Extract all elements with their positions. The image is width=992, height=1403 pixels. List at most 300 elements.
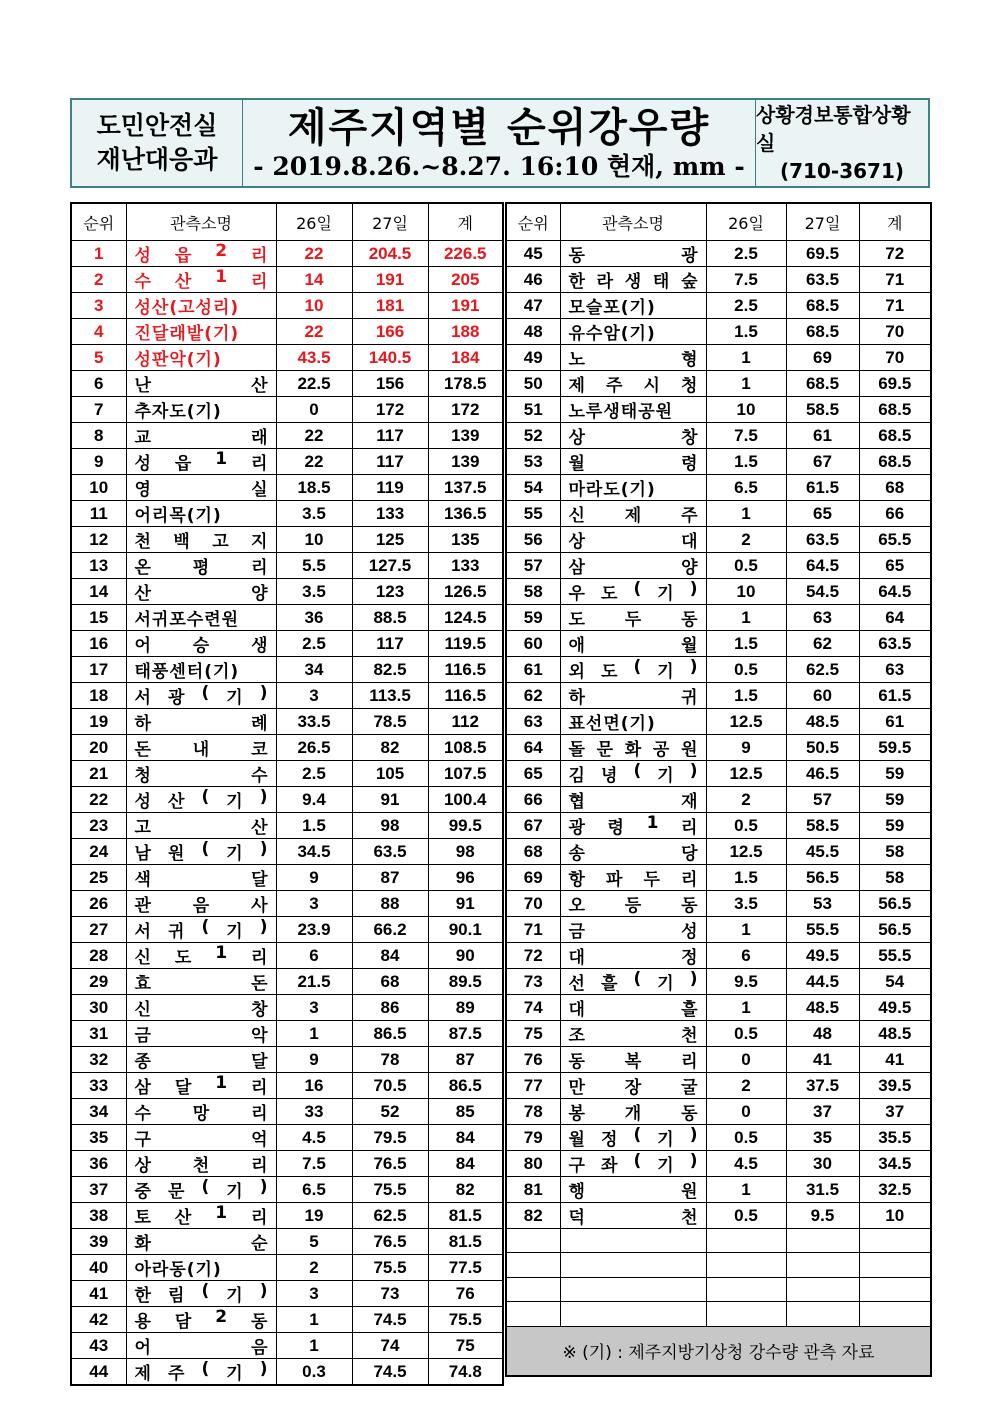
- total-cell: 99.5: [428, 813, 503, 839]
- right-day26-header: 26일: [706, 203, 786, 241]
- rank-cell: 79: [506, 1125, 560, 1151]
- day26-cell: 1: [706, 371, 786, 397]
- table-row: [71, 1359, 503, 1386]
- rank-cell: 61: [506, 657, 560, 683]
- day27-cell: 55.5: [786, 917, 859, 943]
- station-name: 아라동(기): [134, 1260, 222, 1280]
- empty-cell: [859, 1302, 931, 1326]
- rank-cell: 47: [506, 293, 560, 319]
- day26-cell: 1: [276, 1021, 352, 1047]
- station-name-cell: [126, 631, 276, 657]
- station-name: 제 주 ( 기 ): [134, 1359, 268, 1384]
- day27-cell: 86: [352, 995, 428, 1021]
- day27-cell: 37.5: [786, 1073, 859, 1099]
- station-name: 월 령: [568, 454, 698, 474]
- table-row: [506, 1151, 931, 1177]
- page-subtitle: - 2019.8.26.~8.27. 16:10 현재, mm -: [253, 152, 745, 181]
- day26-cell: 2.5: [276, 761, 352, 787]
- total-cell: 191: [428, 293, 503, 319]
- station-name: 색 달: [134, 870, 268, 890]
- station-name: 김 녕 ( 기 ): [568, 761, 698, 786]
- table-row: [71, 1203, 503, 1229]
- station-name: 동 복 리: [568, 1052, 698, 1072]
- table-row: [71, 1229, 503, 1255]
- total-cell: 100.4: [428, 787, 503, 813]
- total-cell: 126.5: [428, 579, 503, 605]
- day27-cell: 9.5: [786, 1203, 859, 1229]
- station-name: 교 래: [134, 428, 268, 448]
- day26-cell: 2: [706, 527, 786, 553]
- rank-cell: 37: [71, 1177, 126, 1203]
- station-name: 천 백 고 지: [134, 532, 268, 552]
- table-row: [71, 267, 503, 293]
- day26-cell: 9: [276, 865, 352, 891]
- station-name-cell: [126, 1099, 276, 1125]
- left-rank-header: 순위: [71, 203, 126, 241]
- rank-cell: 19: [71, 709, 126, 735]
- day26-cell: 9: [276, 1047, 352, 1073]
- station-name-cell: [126, 423, 276, 449]
- station-name-cell: [126, 501, 276, 527]
- station-name-cell: [560, 241, 706, 267]
- station-name: 표선면(기): [568, 714, 656, 734]
- rank-cell: 9: [71, 449, 126, 475]
- table-row: [71, 1151, 503, 1177]
- table-row: [71, 241, 503, 267]
- rank-cell: 69: [506, 865, 560, 891]
- day26-cell: 0.5: [706, 657, 786, 683]
- day26-cell: 7.5: [276, 1151, 352, 1177]
- station-name-cell: [126, 1125, 276, 1151]
- total-cell: 133: [428, 553, 503, 579]
- table-row: [506, 839, 931, 865]
- rank-cell: 67: [506, 813, 560, 839]
- table-row: [506, 449, 931, 475]
- table-row: [506, 293, 931, 319]
- day26-cell: 7.5: [706, 267, 786, 293]
- day27-cell: 69.5: [786, 241, 859, 267]
- day26-cell: 2: [706, 1073, 786, 1099]
- table-row: [506, 917, 931, 943]
- table-row: [71, 891, 503, 917]
- total-cell: 37: [859, 1099, 931, 1125]
- total-cell: 90.1: [428, 917, 503, 943]
- station-name-cell: [560, 397, 706, 423]
- total-cell: 68.5: [859, 397, 931, 423]
- station-name: 진달래밭(기): [134, 324, 240, 344]
- station-name-cell: [126, 1307, 276, 1333]
- day26-cell: 1: [706, 917, 786, 943]
- station-name: 애 월: [568, 636, 698, 656]
- day27-cell: 76.5: [352, 1151, 428, 1177]
- station-name-cell: [560, 423, 706, 449]
- table-row: [71, 761, 503, 787]
- station-name-cell: [560, 293, 706, 319]
- total-cell: 77.5: [428, 1255, 503, 1281]
- table-row: [71, 1021, 503, 1047]
- rank-cell: 66: [506, 787, 560, 813]
- station-name: 돈 내 코: [134, 740, 268, 760]
- empty-cell: [859, 1253, 931, 1277]
- empty-cell: [786, 1229, 859, 1253]
- day27-cell: 117: [352, 423, 428, 449]
- total-cell: 172: [428, 397, 503, 423]
- station-name: 수 망 리: [134, 1104, 268, 1124]
- day26-cell: 0: [276, 397, 352, 423]
- day26-cell: 1: [706, 605, 786, 631]
- total-cell: 35.5: [859, 1125, 931, 1151]
- table-row: [71, 631, 503, 657]
- total-cell: 137.5: [428, 475, 503, 501]
- day27-cell: 44.5: [786, 969, 859, 995]
- total-cell: 89: [428, 995, 503, 1021]
- station-name: 성판악(기): [134, 350, 222, 370]
- total-cell: 68.5: [859, 423, 931, 449]
- day26-cell: 1.5: [706, 449, 786, 475]
- total-cell: 72: [859, 241, 931, 267]
- station-name: 삼 양: [568, 558, 698, 578]
- day27-cell: 65: [786, 501, 859, 527]
- table-header-row: [506, 203, 931, 241]
- station-name-cell: [126, 1177, 276, 1203]
- day27-cell: 63.5: [786, 267, 859, 293]
- station-name-cell: [560, 787, 706, 813]
- table-row: [506, 371, 931, 397]
- table-header-row: [71, 203, 503, 241]
- station-name: 추자도(기): [134, 402, 222, 422]
- table-row: [506, 579, 931, 605]
- table-row: [71, 527, 503, 553]
- station-name-cell: [560, 1177, 706, 1203]
- day26-cell: 9: [706, 735, 786, 761]
- station-name: 신 창: [134, 1000, 268, 1020]
- table-row: [71, 319, 503, 345]
- empty-cell: [859, 1229, 931, 1253]
- station-name-cell: [560, 735, 706, 761]
- day27-cell: 127.5: [352, 553, 428, 579]
- rank-cell: 50: [506, 371, 560, 397]
- total-cell: 74.8: [428, 1359, 503, 1386]
- day26-cell: 22: [276, 423, 352, 449]
- station-name-cell: [126, 475, 276, 501]
- station-name: 어 승 생: [134, 636, 268, 656]
- table-row: [506, 891, 931, 917]
- station-name: 효 돈: [134, 974, 268, 994]
- station-name-cell: [560, 995, 706, 1021]
- day27-cell: 88.5: [352, 605, 428, 631]
- left-day26-header: 26일: [276, 203, 352, 241]
- rank-cell: 46: [506, 267, 560, 293]
- rank-cell: 15: [71, 605, 126, 631]
- day26-cell: 7.5: [706, 423, 786, 449]
- rank-cell: 20: [71, 735, 126, 761]
- total-cell: 71: [859, 267, 931, 293]
- table-row: [71, 1125, 503, 1151]
- station-name-cell: [126, 527, 276, 553]
- station-name-cell: [126, 319, 276, 345]
- rank-cell: 30: [71, 995, 126, 1021]
- day27-cell: 75.5: [352, 1177, 428, 1203]
- station-name: 화 순: [134, 1234, 268, 1254]
- note-row: [506, 1326, 931, 1376]
- station-name: 유수암(기): [568, 324, 656, 344]
- day27-cell: 31.5: [786, 1177, 859, 1203]
- station-name-cell: [560, 865, 706, 891]
- station-name-cell: [126, 969, 276, 995]
- station-name-cell: [560, 501, 706, 527]
- rank-cell: 3: [71, 293, 126, 319]
- rank-cell: 41: [71, 1281, 126, 1307]
- station-name-cell: [560, 267, 706, 293]
- day27-cell: 58.5: [786, 397, 859, 423]
- total-cell: 56.5: [859, 891, 931, 917]
- total-cell: 108.5: [428, 735, 503, 761]
- station-name-cell: [126, 787, 276, 813]
- station-name: 상 창: [568, 428, 698, 448]
- table-row: [506, 1125, 931, 1151]
- station-name-cell: [126, 397, 276, 423]
- total-cell: 112: [428, 709, 503, 735]
- day27-cell: 68.5: [786, 371, 859, 397]
- day27-cell: 78: [352, 1047, 428, 1073]
- station-name: 봉 개 동: [568, 1104, 698, 1124]
- day26-cell: 2.5: [276, 631, 352, 657]
- station-name-cell: [126, 579, 276, 605]
- day27-cell: 68.5: [786, 319, 859, 345]
- day26-cell: 43.5: [276, 345, 352, 371]
- legend-note: ※ (기) : 제주지방기상청 강수량 관측 자료: [506, 1326, 931, 1376]
- total-cell: 119.5: [428, 631, 503, 657]
- empty-cell: [786, 1277, 859, 1301]
- total-cell: 135: [428, 527, 503, 553]
- day27-cell: 66.2: [352, 917, 428, 943]
- station-name-cell: [560, 1099, 706, 1125]
- day26-cell: 18.5: [276, 475, 352, 501]
- total-cell: 64: [859, 605, 931, 631]
- station-name-cell: [126, 657, 276, 683]
- rank-cell: 17: [71, 657, 126, 683]
- rank-cell: 13: [71, 553, 126, 579]
- day26-cell: 2: [276, 1255, 352, 1281]
- empty-cell: [506, 1229, 560, 1253]
- empty-cell: [560, 1277, 706, 1301]
- station-name-cell: [560, 1151, 706, 1177]
- day26-cell: 0.5: [706, 553, 786, 579]
- station-name: 청 수: [134, 766, 268, 786]
- day26-cell: 12.5: [706, 761, 786, 787]
- station-name-cell: [560, 969, 706, 995]
- table-row: [71, 969, 503, 995]
- rank-cell: 21: [71, 761, 126, 787]
- station-name: 성 읍 2 리: [134, 241, 268, 266]
- table-row: [506, 969, 931, 995]
- day26-cell: 1.5: [706, 865, 786, 891]
- rank-cell: 81: [506, 1177, 560, 1203]
- station-name-cell: [126, 1281, 276, 1307]
- rank-cell: 55: [506, 501, 560, 527]
- rank-cell: 2: [71, 267, 126, 293]
- station-name: 관 음 사: [134, 896, 268, 916]
- table-row: [71, 423, 503, 449]
- table-row: [506, 761, 931, 787]
- day27-cell: 86.5: [352, 1021, 428, 1047]
- table-row: [71, 917, 503, 943]
- total-cell: 91: [428, 891, 503, 917]
- day27-cell: 74: [352, 1333, 428, 1359]
- total-cell: 87: [428, 1047, 503, 1073]
- empty-cell: [786, 1302, 859, 1326]
- total-cell: 49.5: [859, 995, 931, 1021]
- day26-cell: 22: [276, 319, 352, 345]
- day26-cell: 0.5: [706, 1203, 786, 1229]
- day27-cell: 63: [786, 605, 859, 631]
- day26-cell: 6: [276, 943, 352, 969]
- station-name-cell: [126, 1229, 276, 1255]
- station-name-cell: [560, 839, 706, 865]
- day27-cell: 91: [352, 787, 428, 813]
- total-cell: 71: [859, 293, 931, 319]
- day27-cell: 62: [786, 631, 859, 657]
- station-name: 중 문 ( 기 ): [134, 1177, 268, 1202]
- day27-cell: 88: [352, 891, 428, 917]
- total-cell: 124.5: [428, 605, 503, 631]
- rank-cell: 31: [71, 1021, 126, 1047]
- station-name: 협 재: [568, 792, 698, 812]
- day26-cell: 3.5: [276, 579, 352, 605]
- office-name: 상황경보통합상황실: [756, 103, 911, 155]
- station-name: 금 성: [568, 922, 698, 942]
- station-name-cell: [126, 917, 276, 943]
- table-row: [71, 1281, 503, 1307]
- day26-cell: 14: [276, 267, 352, 293]
- rank-cell: 52: [506, 423, 560, 449]
- total-cell: 90: [428, 943, 503, 969]
- total-cell: 75: [428, 1333, 503, 1359]
- day27-cell: 76.5: [352, 1229, 428, 1255]
- station-name-cell: [560, 553, 706, 579]
- total-cell: 75.5: [428, 1307, 503, 1333]
- table-row: [71, 579, 503, 605]
- station-name-cell: [560, 475, 706, 501]
- table-row: [506, 397, 931, 423]
- day26-cell: 10: [276, 293, 352, 319]
- rank-cell: 32: [71, 1047, 126, 1073]
- station-name-cell: [560, 917, 706, 943]
- rank-cell: 80: [506, 1151, 560, 1177]
- total-cell: 81.5: [428, 1203, 503, 1229]
- station-name-cell: [560, 631, 706, 657]
- day26-cell: 21.5: [276, 969, 352, 995]
- station-name-cell: [560, 1125, 706, 1151]
- day27-cell: 61.5: [786, 475, 859, 501]
- day27-cell: 75.5: [352, 1255, 428, 1281]
- total-cell: 39.5: [859, 1073, 931, 1099]
- table-row: [506, 683, 931, 709]
- empty-cell: [786, 1253, 859, 1277]
- day27-cell: 74.5: [352, 1307, 428, 1333]
- station-name: 마라도(기): [568, 480, 656, 500]
- rank-cell: 44: [71, 1359, 126, 1386]
- day27-cell: 63.5: [352, 839, 428, 865]
- table-row: [506, 241, 931, 267]
- rank-cell: 5: [71, 345, 126, 371]
- total-cell: 116.5: [428, 683, 503, 709]
- day27-cell: 73: [352, 1281, 428, 1307]
- empty-cell: [560, 1229, 706, 1253]
- day26-cell: 12.5: [706, 839, 786, 865]
- day27-cell: 117: [352, 631, 428, 657]
- station-name: 광 령 1 리: [568, 813, 698, 838]
- day27-cell: 105: [352, 761, 428, 787]
- day27-cell: 56.5: [786, 865, 859, 891]
- day27-cell: 48: [786, 1021, 859, 1047]
- day26-cell: 0.5: [706, 813, 786, 839]
- station-name: 돌 문 화 공 원: [568, 740, 698, 760]
- rank-cell: 27: [71, 917, 126, 943]
- day26-cell: 6: [706, 943, 786, 969]
- station-name-cell: [126, 995, 276, 1021]
- day26-cell: 33.5: [276, 709, 352, 735]
- table-row: [506, 605, 931, 631]
- day26-cell: 1.5: [276, 813, 352, 839]
- report-header: [70, 98, 930, 188]
- table-row: [506, 631, 931, 657]
- station-name: 하 귀: [568, 688, 698, 708]
- station-name-cell: [560, 657, 706, 683]
- empty-cell: [506, 1302, 560, 1326]
- station-name: 구 좌 ( 기 ): [568, 1151, 698, 1176]
- day26-cell: 1: [706, 995, 786, 1021]
- day27-cell: 45.5: [786, 839, 859, 865]
- day27-cell: 60: [786, 683, 859, 709]
- rank-cell: 70: [506, 891, 560, 917]
- day27-cell: 82.5: [352, 657, 428, 683]
- table-row: [71, 1073, 503, 1099]
- rank-cell: 82: [506, 1203, 560, 1229]
- day27-cell: 119: [352, 475, 428, 501]
- day27-cell: 84: [352, 943, 428, 969]
- left-station-header: 관측소명: [126, 203, 276, 241]
- table-row: [71, 865, 503, 891]
- station-name-cell: [560, 761, 706, 787]
- station-name-cell: [126, 267, 276, 293]
- total-cell: 63.5: [859, 631, 931, 657]
- total-cell: 205: [428, 267, 503, 293]
- total-cell: 64.5: [859, 579, 931, 605]
- day27-cell: 123: [352, 579, 428, 605]
- day26-cell: 9.5: [706, 969, 786, 995]
- station-name: 태풍센터(기): [134, 662, 240, 682]
- station-name: 조 천: [568, 1026, 698, 1046]
- day26-cell: 4.5: [706, 1151, 786, 1177]
- table-row: [506, 501, 931, 527]
- table-row: [71, 553, 503, 579]
- total-cell: 85: [428, 1099, 503, 1125]
- rank-cell: 22: [71, 787, 126, 813]
- station-name-cell: [126, 605, 276, 631]
- rank-cell: 28: [71, 943, 126, 969]
- day27-cell: 87: [352, 865, 428, 891]
- total-cell: 41: [859, 1047, 931, 1073]
- station-name: 온 평 리: [134, 558, 268, 578]
- table-row: [506, 1073, 931, 1099]
- rank-cell: 58: [506, 579, 560, 605]
- day27-cell: 54.5: [786, 579, 859, 605]
- station-name: 구 억: [134, 1130, 268, 1150]
- day26-cell: 1: [276, 1333, 352, 1359]
- day27-cell: 49.5: [786, 943, 859, 969]
- station-name: 한 림 ( 기 ): [134, 1281, 268, 1306]
